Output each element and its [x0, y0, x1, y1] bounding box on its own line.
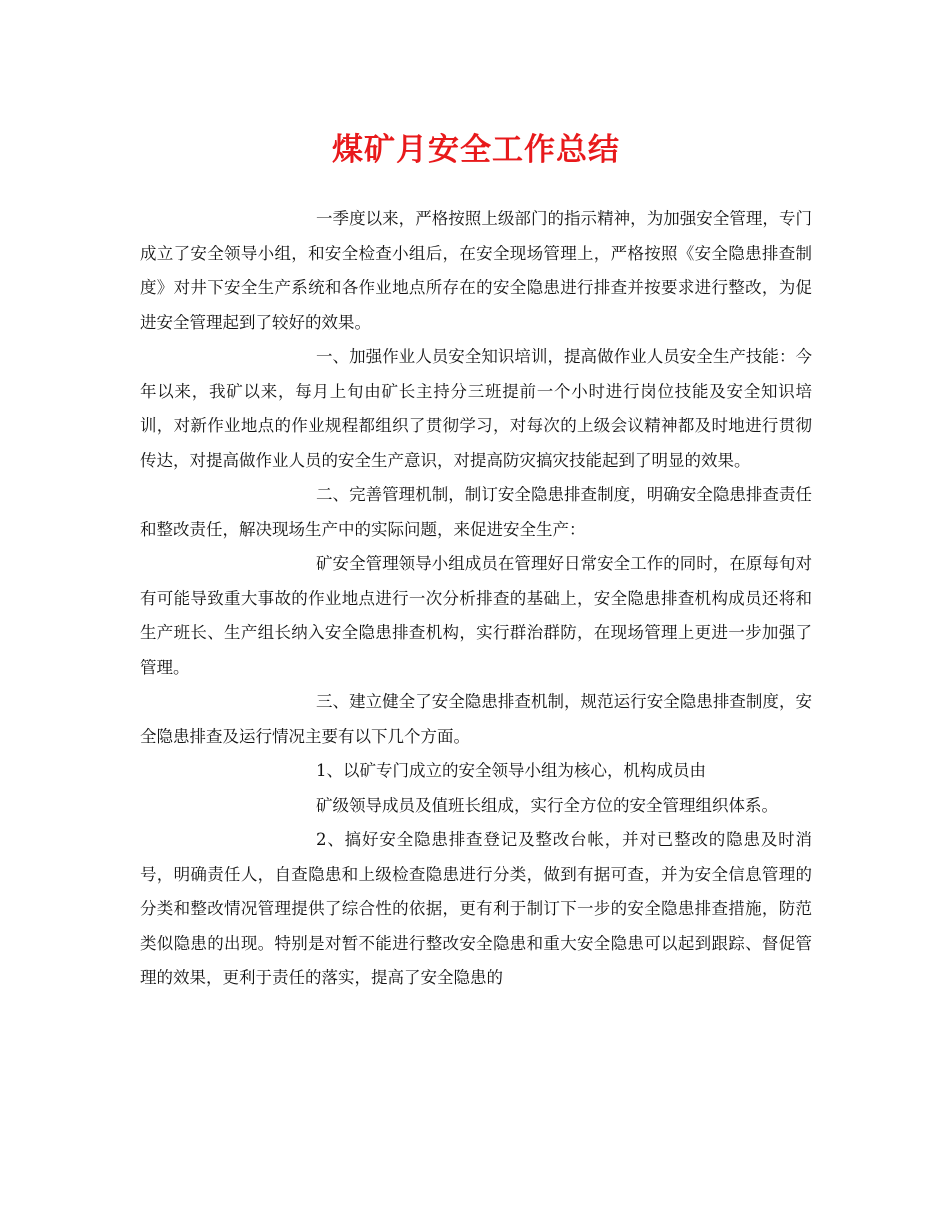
paragraph-intro: 一季度以来，严格按照上级部门的指示精神，为加强安全管理，专门成立了安全领导小组，和安全检查小组后，在安全现场管理上，严格按照《安全隐患排查制度》对井下安全生产系统和各作业地点所存在的安全隐患进行排查并按要求进行整改，为促进安全管理起到了较好的效果。 — [140, 209, 812, 332]
paragraph-section-2-detail: 矿安全管理领导小组成员在管理好日常安全工作的同时，在原每旬对有可能导致重大事故的作业地点进行一次分析排查的基础上，安全隐患排查机构成员还将和生产班长、生产组长纳入安全隐患排查机构，实行群治群防，在现场管理上更进一步加强了管理。 — [140, 554, 812, 677]
paragraph-section-1: 一、加强作业人员安全知识培训，提高做作业人员安全生产技能：今年以来，我矿以来，每月上旬由矿长主持分三班提前一个小时进行岗位技能及安全知识培训，对新作业地点的作业规程都组织了贯彻学习，对每次的上级会议精神都及时地进行贯彻传达，对提高做作业人员的安全生产意识，对提高防灾搞灾技能起到了明显的效果。 — [140, 347, 812, 470]
paragraph-section-3: 三、建立健全了安全隐患排查机制，规范运行安全隐患排查制度，安全隐患排查及运行情况主要有以下几个方面。 — [140, 692, 812, 746]
document-title: 煤矿月安全工作总结 — [332, 132, 620, 168]
paragraph-item-2: 2、搞好安全隐患排查登记及整改台帐，并对已整改的隐患及时消号，明确责任人，自查隐患和上级检查隐患进行分类，做到有据可查，并为安全信息管理的分类和整改情况管理提供了综合性的依据，更有利于制订下一步的安全隐患排查措施，防范类似隐患的出现。特别是对暂不能进行整改安全隐患和重大安全隐患可以起到跟踪、督促管理的效果，更利于责任的落实，提高了安全隐患的 — [140, 830, 812, 987]
paragraph-item-1: 1、以矿专门成立的安全领导小组为核心，机构成员由 — [316, 761, 706, 780]
paragraph-item-1-continued: 矿级领导成员及值班长组成，实行全方位的安全管理组织体系。 — [316, 795, 778, 815]
document-page — [140, 0, 812, 1230]
document-body — [140, 202, 812, 996]
paragraph-section-2: 二、完善管理机制，制订安全隐患排查制度，明确安全隐患排查责任和整改责任，解决现场生产中的实际问题，来促进安全生产： — [140, 485, 812, 539]
